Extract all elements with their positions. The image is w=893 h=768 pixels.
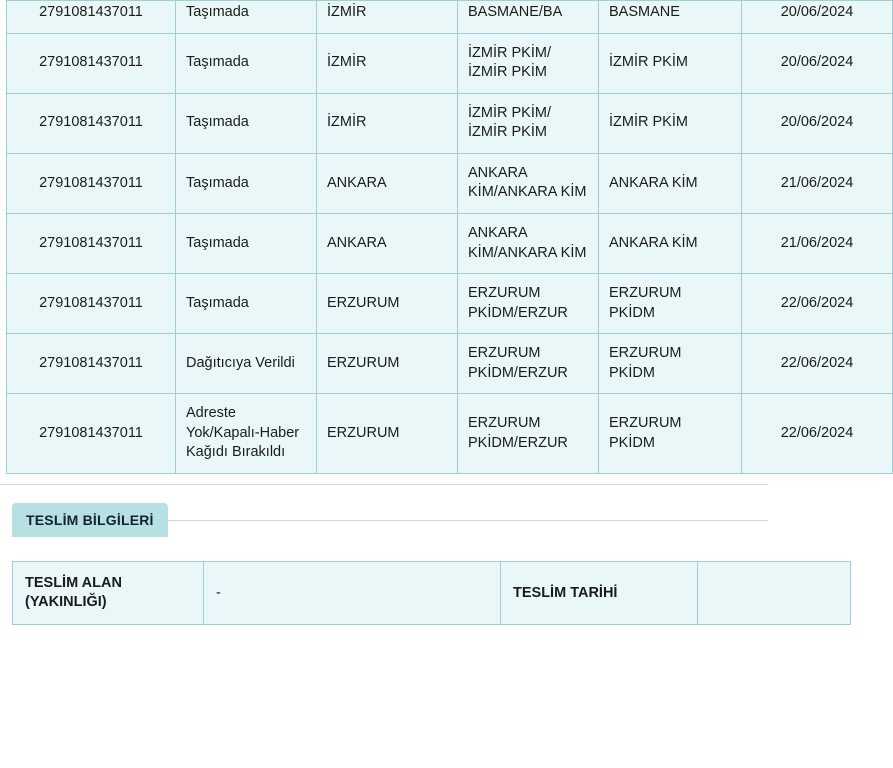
cell-date: 22/06/2024 [742, 334, 893, 394]
table-row [7, 274, 893, 334]
cell-unit: İZMİR PKİM/İZMİR PKİM [458, 33, 599, 93]
table-row [7, 1, 893, 34]
cell-branch: ERZURUM PKİDM [599, 274, 742, 334]
table-row [7, 153, 893, 213]
cell-status: Taşımada [176, 274, 317, 334]
value-teslim-alan: - [204, 562, 501, 625]
delivery-table-body [13, 562, 851, 625]
cell-status: Taşımada [176, 33, 317, 93]
cell-unit: İZMİR PKİM/İZMİR PKİM [458, 93, 599, 153]
cell-branch: ERZURUM PKİDM [599, 394, 742, 474]
cell-date: 21/06/2024 [742, 153, 893, 213]
cell-unit: BASMANE/BA [458, 1, 599, 34]
cell-code: 2791081437011 [7, 33, 176, 93]
cell-code: 2791081437011 [7, 213, 176, 273]
tab-teslim-bilgileri[interactable]: TESLİM BİLGİLERİ [12, 503, 168, 537]
table-row [7, 33, 893, 93]
cell-branch: ERZURUM PKİDM [599, 334, 742, 394]
cell-date: 20/06/2024 [742, 1, 893, 34]
label-teslim-tarihi: TESLİM TARİHİ [501, 562, 698, 625]
cell-status: Dağıtıcıya Verildi [176, 334, 317, 394]
delivery-info-table [12, 561, 851, 625]
cell-city: ERZURUM [317, 334, 458, 394]
cell-code: 2791081437011 [7, 274, 176, 334]
cell-city: ERZURUM [317, 394, 458, 474]
table-row [7, 394, 893, 474]
cell-code: 2791081437011 [7, 334, 176, 394]
cell-unit: ANKARA KİM/ANKARA KİM [458, 153, 599, 213]
cell-code: 2791081437011 [7, 93, 176, 153]
cell-code: 2791081437011 [7, 394, 176, 474]
value-teslim-tarihi [698, 562, 851, 625]
cell-branch: ANKARA KİM [599, 213, 742, 273]
cell-city: İZMİR [317, 93, 458, 153]
cell-branch: ANKARA KİM [599, 153, 742, 213]
cell-date: 21/06/2024 [742, 213, 893, 273]
cell-branch: İZMİR PKİM [599, 93, 742, 153]
delivery-section-header [0, 503, 768, 537]
cell-branch: BASMANE [599, 1, 742, 34]
cell-unit: ERZURUM PKİDM/ERZUR [458, 274, 599, 334]
cell-status: Taşımada [176, 1, 317, 34]
tracking-history-table [6, 0, 893, 474]
cell-unit: ERZURUM PKİDM/ERZUR [458, 394, 599, 474]
cell-status: Adreste Yok/Kapalı-Haber Kağıdı Bırakıldı [176, 394, 317, 474]
section-divider [0, 484, 768, 485]
cell-city: ANKARA [317, 213, 458, 273]
table-row [7, 213, 893, 273]
cell-city: İZMİR [317, 33, 458, 93]
cell-code: 2791081437011 [7, 153, 176, 213]
label-teslim-alan: TESLİM ALAN (YAKINLIĞI) [13, 562, 204, 625]
cell-date: 20/06/2024 [742, 33, 893, 93]
cell-status: Taşımada [176, 213, 317, 273]
cell-code: 2791081437011 [7, 1, 176, 34]
cell-status: Taşımada [176, 93, 317, 153]
cell-date: 22/06/2024 [742, 394, 893, 474]
cell-unit: ERZURUM PKİDM/ERZUR [458, 334, 599, 394]
cell-unit: ANKARA KİM/ANKARA KİM [458, 213, 599, 273]
tracking-table-body [7, 1, 893, 474]
cell-city: ERZURUM [317, 274, 458, 334]
table-row [7, 93, 893, 153]
cell-city: ANKARA [317, 153, 458, 213]
cell-branch: İZMİR PKİM [599, 33, 742, 93]
table-row [7, 334, 893, 394]
cell-date: 22/06/2024 [742, 274, 893, 334]
cell-city: İZMİR [317, 1, 458, 34]
cell-status: Taşımada [176, 153, 317, 213]
cell-date: 20/06/2024 [742, 93, 893, 153]
table-row [13, 562, 851, 625]
